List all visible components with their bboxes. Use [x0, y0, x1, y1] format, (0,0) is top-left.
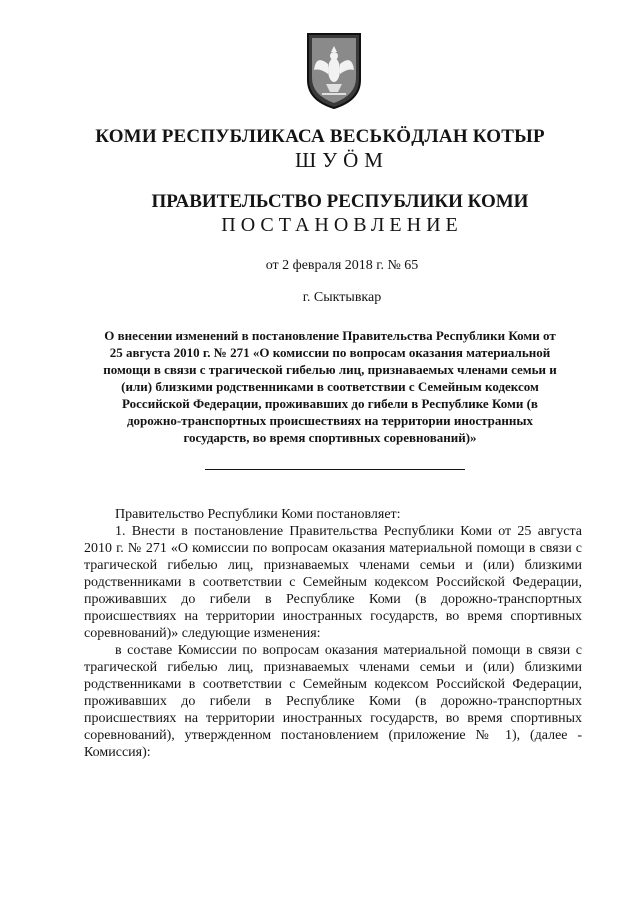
body-paragraph: в составе Комиссии по вопросам оказания материальной помощи в связи с трагической гибелью лиц, признаваемых членами семьи и (или) близкими родственниками в соответствии с Семейным кодексом Российской Федерации, проживавших до гибели в Республике Коми (в дорожно-транспортных происшествиях на территории иностранных государств, во время спортивных соревнований), утвержденном постановлением (приложение № 1), (далее - Комиссия): [84, 643, 582, 760]
city: г. Сыктывкар [302, 290, 382, 305]
doc-type: ПОСТАНОВЛЕНИЕ [221, 214, 463, 236]
body-paragraph: Правительство Республики Коми постановляет: [115, 507, 401, 522]
document-subject: О внесении изменений в постановление Правительства Республики Коми от 25 августа 2010 г. № 271 «О комиссии по вопросам оказания материальной помощи в связи с трагической гибелью лиц, признаваемых членами семьи и (или) близкими родственниками в соответствии с Семейным кодексом Российской Федерации, проживавших до гибели в Республике Коми (в дорожно-транспортных происшествиях на территории иностранных государств, во время спортивных соревнований)» [103, 328, 557, 445]
body-paragraph: 1. Внести в постановление Правительства Республики Коми от 25 августа 2010 г. № 271 «О комиссии по вопросам оказания материальной помощи в связи с трагической гибелью лиц, признаваемых членами семьи и (или) близкими родственниками в соответствии с Семейным кодексом Российской Федерации, проживавших до гибели в Республике Коми (в дорожно-транспортных происшествиях на территории иностранных государств, во время спортивных соревнований)» следующие изменения: [84, 524, 582, 641]
komi-government-title: КОМИ РЕСПУБЛИКАСА ВЕСЬКÖДЛАН КОТЫР [95, 126, 545, 147]
komi-doc-type: ШУÖМ [295, 148, 389, 172]
komi-coat-of-arms-icon [304, 30, 364, 110]
government-title: ПРАВИТЕЛЬСТВО РЕСПУБЛИКИ КОМИ [151, 191, 529, 212]
date-number: от 2 февраля 2018 г. № 65 [265, 258, 419, 273]
document-body [84, 506, 582, 761]
subject-divider [205, 469, 465, 470]
